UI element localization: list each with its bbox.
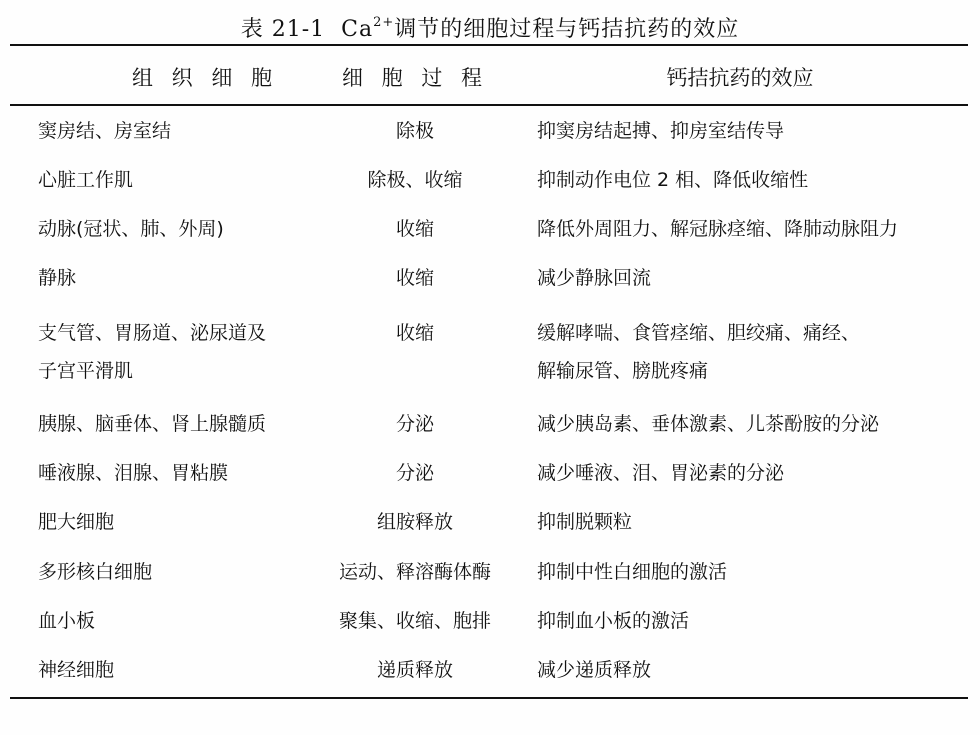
cell-effect: 抑制脱颗粒 (537, 511, 633, 533)
table-header-rule (10, 104, 968, 106)
cell-tissue: 血小板 (38, 610, 96, 632)
cell-effect-line2: 解输尿管、膀胱疼痛 (537, 360, 709, 382)
cell-effect: 减少静脉回流 (537, 267, 652, 289)
cell-process: 聚集、收缩、胞排 (338, 610, 491, 632)
cell-process: 除极 (395, 120, 434, 142)
cell-process: 收缩 (395, 267, 434, 289)
cell-process: 运动、释溶酶体酶 (338, 561, 491, 583)
cell-tissue-line2: 子宫平滑肌 (38, 360, 134, 382)
cell-tissue: 窦房结、房室结 (38, 120, 172, 142)
table-top-rule (10, 44, 968, 46)
table-bottom-rule (10, 697, 968, 699)
cell-effect: 抑制中性白细胞的激活 (537, 561, 728, 583)
cell-process: 组胺释放 (376, 511, 453, 533)
header-process: 细 胞 过 程 (341, 66, 489, 90)
cell-process: 递质释放 (376, 659, 453, 681)
cell-effect: 减少唾液、泪、胃泌素的分泌 (537, 462, 785, 484)
header-tissue: 组 织 细 胞 (131, 66, 279, 90)
cell-process: 分泌 (395, 413, 434, 435)
cell-tissue: 心脏工作肌 (38, 169, 134, 191)
cell-process: 除极、收缩 (367, 169, 463, 191)
cell-effect: 抑制动作电位 2 相、降低收缩性 (537, 169, 809, 191)
cell-tissue: 胰腺、脑垂体、肾上腺髓质 (38, 413, 267, 435)
cell-tissue: 静脉 (38, 267, 77, 289)
cell-tissue-line1: 支气管、胃肠道、泌尿道及 (38, 322, 267, 344)
caption-ion: Ca (341, 17, 374, 42)
cell-effect (537, 314, 977, 390)
cell-tissue: 唾液腺、泪腺、胃粘膜 (38, 462, 229, 484)
cell-effect: 减少递质释放 (537, 659, 652, 681)
cell-process: 收缩 (395, 322, 434, 344)
cell-tissue: 动脉(冠状、肺、外周) (38, 218, 224, 240)
cell-tissue (38, 314, 328, 390)
cell-effect: 抑制血小板的激活 (537, 610, 690, 632)
caption-number: 表 21-1 (240, 17, 326, 42)
cell-tissue: 肥大细胞 (38, 511, 115, 533)
cell-effect: 降低外周阻力、解冠脉痉缩、降肺动脉阻力 (537, 218, 899, 240)
cell-process: 收缩 (395, 218, 434, 240)
cell-effect: 抑窦房结起搏、抑房室结传导 (537, 120, 785, 142)
cell-tissue: 神经细胞 (38, 659, 115, 681)
header-effect: 钙拮抗药的效应 (666, 66, 814, 90)
table-caption (0, 12, 980, 43)
cell-tissue: 多形核白细胞 (38, 561, 153, 583)
caption-charge: 2+ (373, 14, 395, 30)
cell-effect: 减少胰岛素、垂体激素、儿茶酚胺的分泌 (537, 413, 880, 435)
cell-effect-line1: 缓解哮喘、食管痉缩、胆绞痛、痛经、 (537, 322, 861, 344)
cell-process: 分泌 (395, 462, 434, 484)
caption-title: 调节的细胞过程与钙拮抗药的效应 (394, 17, 740, 42)
